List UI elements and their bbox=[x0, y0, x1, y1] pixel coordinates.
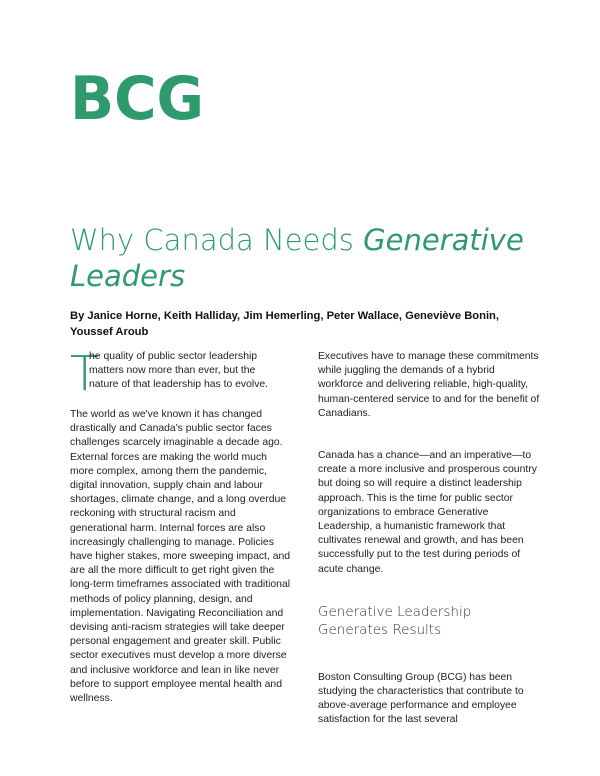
lead-text: he quality of public sector leadership matters now more than ever, but the nature of that leadership has to evolve. bbox=[89, 351, 269, 391]
title-italic: Generative Leaders bbox=[70, 223, 524, 293]
body-paragraph: Executives have to manage these commitments while juggling the demands of a hybrid workforce and delivering reliable, high-quality, human-centered service to and for the benefit of Canadians. bbox=[318, 351, 540, 419]
right-column bbox=[318, 350, 540, 728]
authors-byline: By Janice Horne, Keith Halliday, Jim Hemerling, Peter Wallace, Geneviève Bonin, Youssef Aroub bbox=[70, 310, 500, 338]
bcg-logo bbox=[70, 72, 204, 122]
title-plain: Why Canada Needs bbox=[70, 223, 364, 257]
body-paragraph: Boston Consulting Group (BCG) has been studying the characteristics that contribute to above-average performance and employee satisfaction for the last several bbox=[318, 671, 524, 726]
page-title bbox=[70, 222, 540, 294]
svg-text:BCG: BCG bbox=[70, 72, 204, 122]
drop-cap: T bbox=[70, 346, 100, 402]
lead-paragraph bbox=[70, 346, 292, 408]
body-paragraph: The world as we've known it has changed drastically and Canada's public sector faces challenges scarcely imaginable a decade ago. External forces are making the world much more complex, among them the pandemic, digital innovation, supply chain and labour shortages, climate change, and a long overdue reckoning with structural racism and generational harm. Internal forces are also increasingly challenging to manage. Policies have higher stakes, more sweeping impact, and are all the more difficult to get right given the long-term timeframes associated with traditional methods of policy planning, design, and implementation. Navigating Reconciliation and devising anti-racism strategies will take deeper personal engagement and greater skill. Public sector executives must develop a more diverse and inclusive workforce and lean in like never before to support employee mental health and wellness. bbox=[70, 409, 291, 705]
left-column bbox=[70, 346, 292, 706]
body-paragraph: Canada has a chance—and an imperative—to create a more inclusive and prosperous country but doing so will require a distinct leadership approach. This is the time for public sector organizations to embrace Generative Leadership, a humanistic framework that cultivates renewal and growth, and has been successfully put to the test during periods of acute change. bbox=[318, 450, 537, 575]
section-heading: Generative Leadership Generates Results bbox=[318, 603, 472, 638]
